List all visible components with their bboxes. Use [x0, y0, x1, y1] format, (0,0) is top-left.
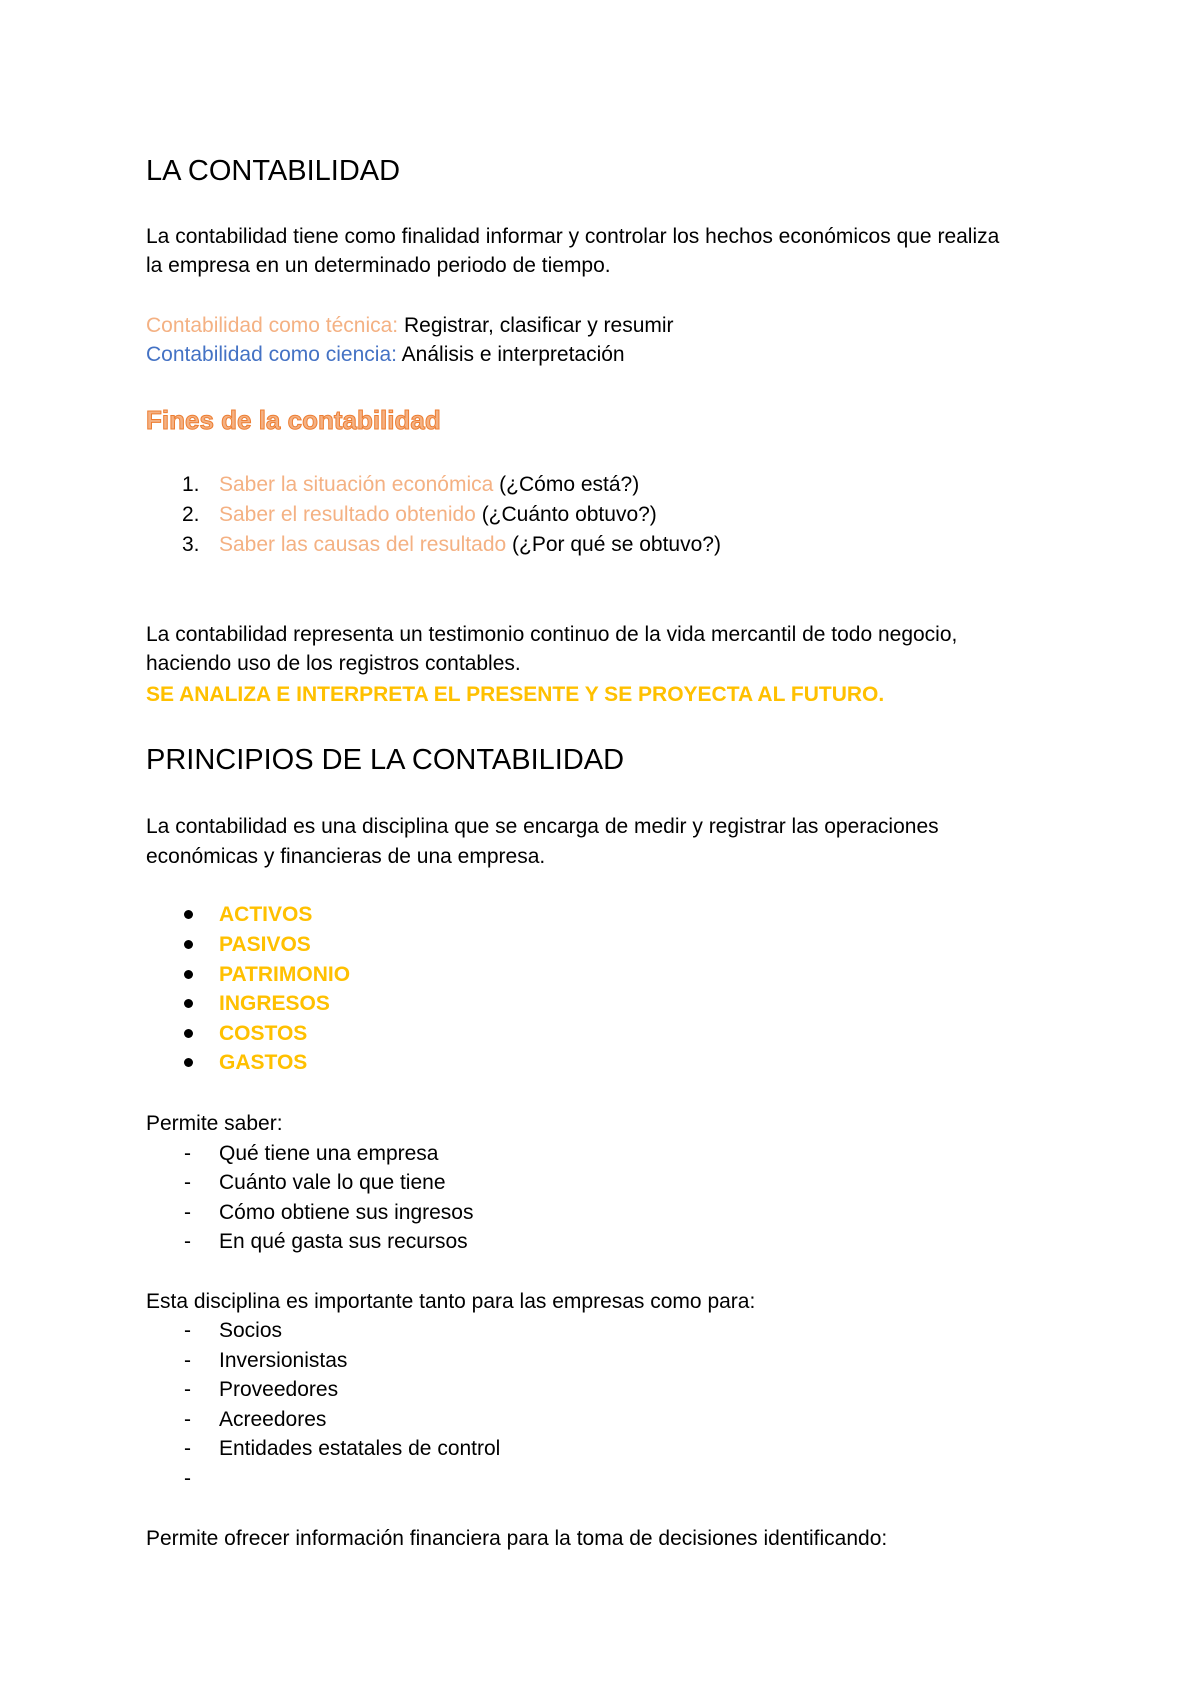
- fines-item-3-text: (¿Por qué se obtuvo?): [506, 533, 721, 556]
- importante-item-4: Acreedores: [219, 1408, 327, 1431]
- bullet-icon: [184, 1029, 193, 1038]
- fines-item-3: [219, 534, 721, 555]
- element-costos: COSTOS: [219, 1022, 308, 1045]
- fines-item-3-number: 3.: [182, 533, 200, 556]
- intro-paragraph-line-2: la empresa en un determinado periodo de tiempo.: [146, 254, 611, 277]
- tecnica-label: Contabilidad como técnica:: [146, 314, 399, 337]
- element-activos: ACTIVOS: [219, 903, 313, 926]
- fines-item-1-number: 1.: [182, 473, 200, 496]
- section-title-principios: PRINCIPIOS DE LA CONTABILIDAD: [146, 744, 625, 776]
- bullet-icon: [184, 970, 193, 979]
- permite-item-3: Cómo obtiene sus ingresos: [219, 1201, 474, 1224]
- fines-item-3-label: Saber las causas del resultado: [219, 533, 507, 556]
- bullet-icon: [184, 999, 193, 1008]
- fines-item-1: [219, 474, 639, 495]
- dash-marker: -: [184, 1437, 191, 1460]
- dash-marker: -: [184, 1171, 191, 1194]
- importante-item-3: Proveedores: [219, 1378, 339, 1401]
- bullet-icon: [184, 940, 193, 949]
- tecnica-text: Registrar, clasificar y resumir: [398, 314, 674, 337]
- fines-item-1-label: Saber la situación económica: [219, 473, 494, 496]
- importante-item-5: Entidades estatales de control: [219, 1437, 501, 1460]
- dash-marker: -: [184, 1319, 191, 1342]
- importante-label: Esta disciplina es importante tanto para las empresas como para:: [146, 1290, 756, 1313]
- dash-marker: -: [184, 1142, 191, 1165]
- dash-marker: -: [184, 1378, 191, 1401]
- fines-item-1-text: (¿Cómo está?): [493, 473, 640, 496]
- element-gastos: GASTOS: [219, 1051, 308, 1074]
- element-pasivos: PASIVOS: [219, 933, 311, 956]
- tecnica-line: [146, 315, 674, 336]
- dash-marker: -: [184, 1230, 191, 1253]
- importante-item-1: Socios: [219, 1319, 283, 1342]
- highlight-statement: SE ANALIZA E INTERPRETA EL PRESENTE Y SE PROYECTA AL FUTURO.: [146, 683, 885, 706]
- element-patrimonio: PATRIMONIO: [219, 963, 351, 986]
- testimonio-line-1: La contabilidad representa un testimonio continuo de la vida mercantil de todo negocio,: [146, 623, 958, 646]
- dash-marker: -: [184, 1201, 191, 1224]
- permite-item-1: Qué tiene una empresa: [219, 1142, 439, 1165]
- ciencia-label: Contabilidad como ciencia:: [146, 343, 397, 366]
- principios-intro-line-1: La contabilidad es una disciplina que se encarga de medir y registrar las operaciones: [146, 815, 939, 838]
- importante-item-2: Inversionistas: [219, 1349, 348, 1372]
- bullet-icon: [184, 1058, 193, 1067]
- dash-marker: -: [184, 1349, 191, 1372]
- permite-item-4: En qué gasta sus recursos: [219, 1230, 468, 1253]
- section-title-contabilidad: LA CONTABILIDAD: [146, 155, 401, 187]
- intro-paragraph-line-1: La contabilidad tiene como finalidad informar y controlar los hechos económicos que realiza: [146, 225, 1000, 248]
- ciencia-text: Análisis e interpretación: [396, 343, 625, 366]
- principios-intro-line-2: económicas y financieras de una empresa.: [146, 845, 546, 868]
- dash-marker: -: [184, 1408, 191, 1431]
- fines-item-2-text: (¿Cuánto obtuvo?): [475, 503, 657, 526]
- ciencia-line: [146, 344, 625, 365]
- fines-heading: Fines de la contabilidad: [146, 405, 441, 435]
- fines-item-2-label: Saber el resultado obtenido: [219, 503, 476, 526]
- fines-item-2: [219, 504, 657, 525]
- bullet-icon: [184, 910, 193, 919]
- fines-item-2-number: 2.: [182, 503, 200, 526]
- element-ingresos: INGRESOS: [219, 992, 330, 1015]
- permite-item-2: Cuánto vale lo que tiene: [219, 1171, 446, 1194]
- testimonio-line-2: haciendo uso de los registros contables.: [146, 652, 521, 675]
- permite-saber-label: Permite saber:: [146, 1112, 283, 1135]
- dash-marker: -: [184, 1467, 191, 1490]
- final-line: Permite ofrecer información financiera para la toma de decisiones identificando:: [146, 1527, 888, 1550]
